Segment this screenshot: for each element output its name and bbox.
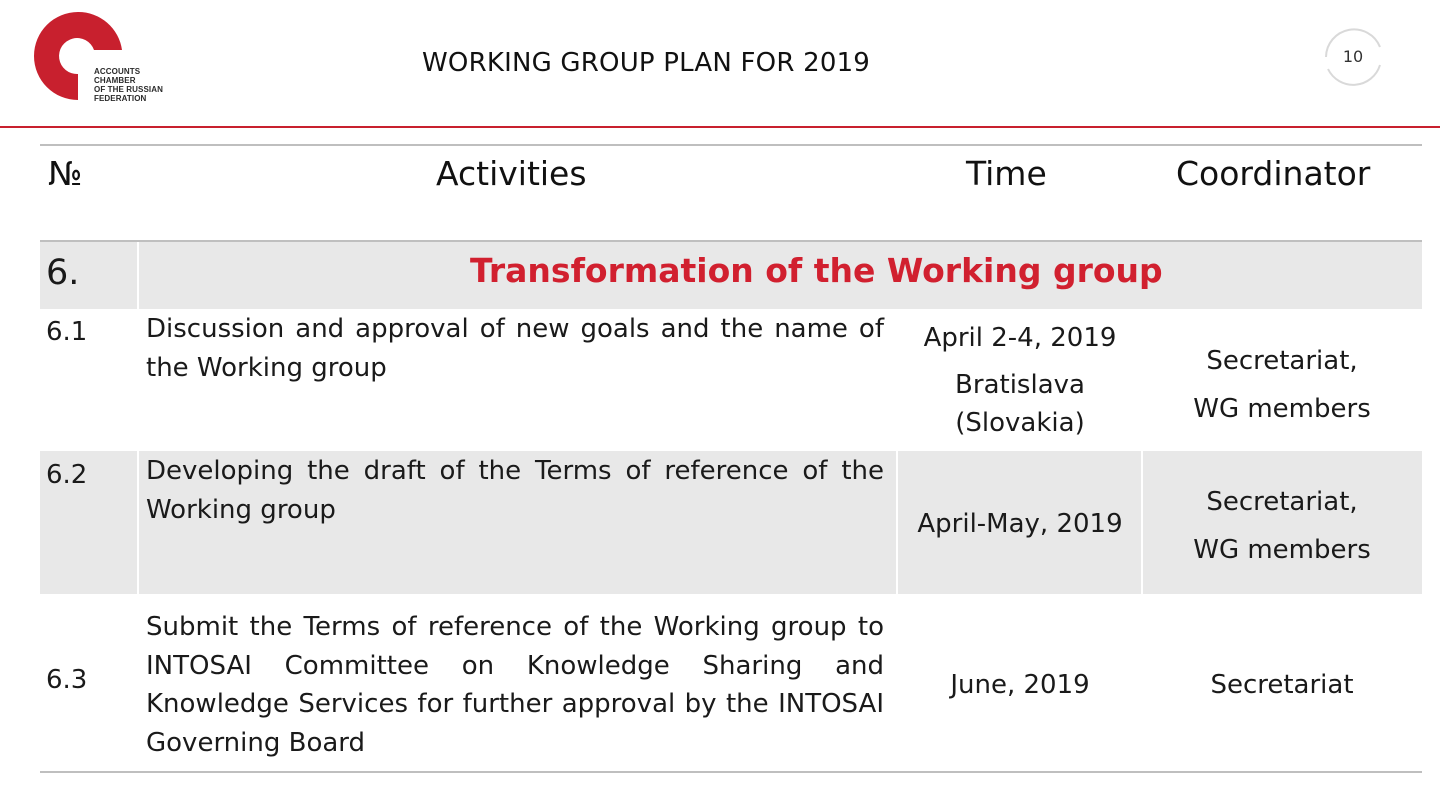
column-header-number: № [48, 154, 83, 193]
row-activity: Discussion and approval of new goals and the name of the Working group [146, 314, 884, 383]
time-line: Bratislava [955, 369, 1085, 400]
row-number: 6.2 [46, 460, 88, 490]
row-time [900, 319, 1140, 443]
logo-line: FEDERATION [94, 94, 147, 103]
column-header-time: Time [966, 154, 1047, 193]
row-coordinator [1146, 478, 1418, 574]
column-separator [1141, 451, 1143, 594]
coordinator-line: WG members [1193, 394, 1371, 424]
logo-line: ACCOUNTS [94, 67, 141, 76]
row-number: 6.1 [46, 317, 88, 347]
column-separator [137, 451, 139, 594]
coordinator-line: WG members [1193, 535, 1371, 565]
slide-title: WORKING GROUP PLAN FOR 2019 [422, 48, 871, 78]
row-time [900, 505, 1140, 544]
coordinator-line: Secretariat [1210, 670, 1354, 700]
time-line: June, 2019 [950, 670, 1090, 700]
column-separator [137, 242, 139, 309]
coordinator-line: Secretariat, [1206, 346, 1358, 376]
row-activity: Submit the Terms of reference of the Working group to INTOSAI Committee on Knowledge Sharing and Knowledge Services for further approval by the INTOSAI Governing Board [146, 612, 884, 758]
logo-line: CHAMBER [94, 76, 136, 85]
row-activity: Developing the draft of the Terms of reference of the Working group [146, 456, 884, 525]
section-title: Transformation of the Working group [470, 251, 1163, 290]
time-line: April-May, 2019 [917, 509, 1123, 539]
table-bottom-rule [40, 771, 1422, 773]
table-top-rule [40, 144, 1422, 146]
row-coordinator [1146, 666, 1418, 705]
row-time [900, 666, 1140, 705]
column-header-activities: Activities [436, 154, 587, 193]
time-line: April 2-4, 2019 [923, 323, 1117, 353]
accounts-chamber-logo [32, 10, 182, 110]
page-number: 10 [1342, 47, 1364, 66]
header-divider [0, 126, 1440, 128]
section-number: 6. [46, 253, 80, 293]
logo-text [94, 67, 163, 103]
column-header-coordinator: Coordinator [1176, 154, 1371, 193]
row-coordinator [1146, 337, 1418, 433]
row-number: 6.3 [46, 665, 88, 695]
page-number-badge [1318, 25, 1388, 89]
coordinator-line: Secretariat, [1206, 487, 1358, 517]
column-separator [896, 451, 898, 594]
logo-line: OF THE RUSSIAN [94, 85, 163, 94]
time-line: (Slovakia) [955, 408, 1085, 438]
